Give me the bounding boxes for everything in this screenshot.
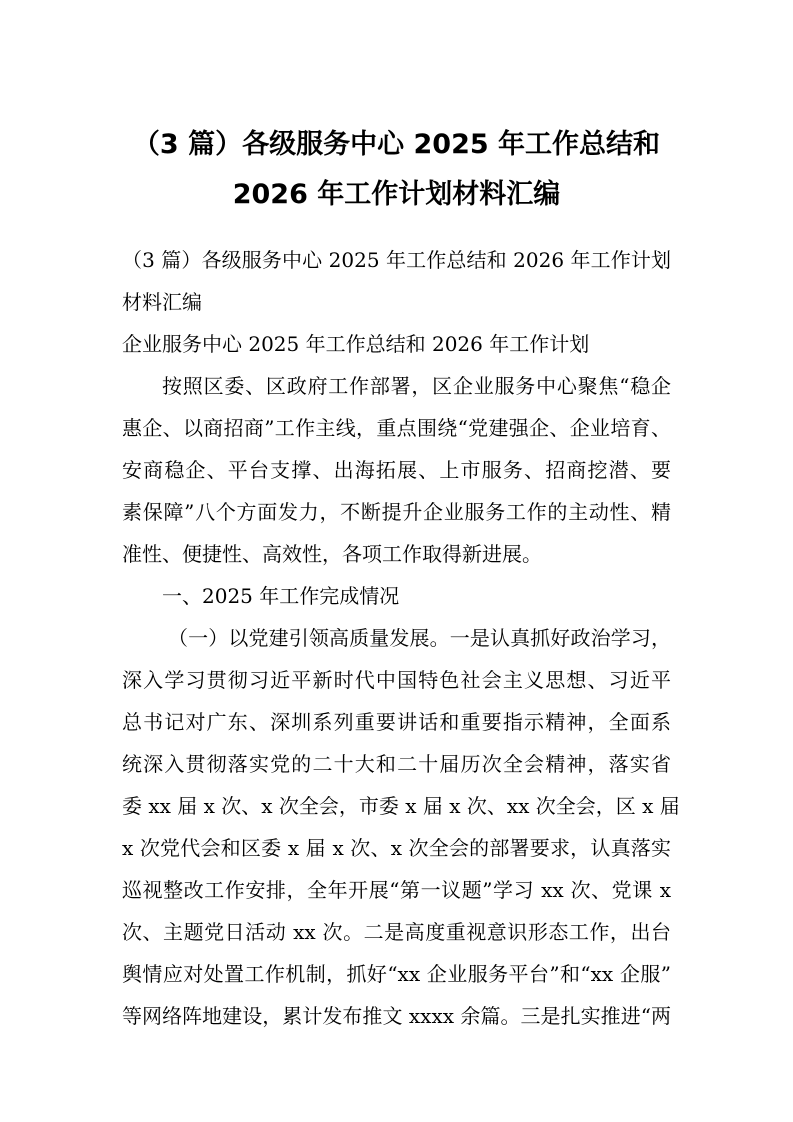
paragraph-line: 总书记对广东、深圳系列重要讲话和重要指示精神，全面系 xyxy=(122,710,671,734)
paragraph-line: 统深入贯彻落实党的二十大和二十届历次全会精神，落实省 xyxy=(122,752,671,776)
paragraph-line: 按照区委、区政府工作部署，区企业服务中心聚焦“稳企 xyxy=(162,374,671,398)
paragraph-line: 次、主题党日活动 xx 次。二是高度重视意识形态工作，出台 xyxy=(122,920,671,944)
document-title-line-2: 2026 年工作计划材料汇编 xyxy=(232,179,561,210)
paragraph-line: （一）以党建引领高质量发展。一是认真抓好政治学习， xyxy=(168,626,671,650)
subtitle-line-1: （3 篇）各级服务中心 2025 年工作总结和 2026 年工作计划 xyxy=(122,248,671,272)
subtitle-line-2: 材料汇编 xyxy=(122,290,202,314)
paragraph-line: 惠企、以商招商”工作主线，重点围绕“党建强企、企业培育、 xyxy=(122,416,671,440)
document-title-line-1: （3 篇）各级服务中心 2025 年工作总结和 xyxy=(132,129,661,160)
paragraph-line: x 次党代会和区委 x 届 x 次、x 次全会的部署要求，认真落实 xyxy=(122,836,671,860)
section-heading: 企业服务中心 2025 年工作总结和 2026 年工作计划 xyxy=(122,332,590,356)
paragraph-line: 委 xx 届 x 次、x 次全会，市委 x 届 x 次、xx 次全会，区 x 届 xyxy=(122,794,680,818)
paragraph-line: 舆情应对处置工作机制，抓好“xx 企业服务平台”和“xx 企服” xyxy=(122,962,671,986)
subheading-line: 一、2025 年工作完成情况 xyxy=(162,584,400,608)
paragraph-line: 安商稳企、平台支撑、出海拓展、上市服务、招商挖潜、要 xyxy=(122,458,671,482)
paragraph-line: 素保障”八个方面发力，不断提升企业服务工作的主动性、精 xyxy=(122,500,671,524)
paragraph-line: 准性、便捷性、高效性，各项工作取得新进展。 xyxy=(122,542,542,566)
paragraph-line: 巡视整改工作安排，全年开展“第一议题”学习 xx 次、党课 x xyxy=(122,878,671,902)
paragraph-line: 等网络阵地建设，累计发布推文 xxxx 余篇。三是扎实推进“两 xyxy=(122,1004,671,1028)
paragraph-line: 深入学习贯彻习近平新时代中国特色社会主义思想、习近平 xyxy=(122,668,671,692)
